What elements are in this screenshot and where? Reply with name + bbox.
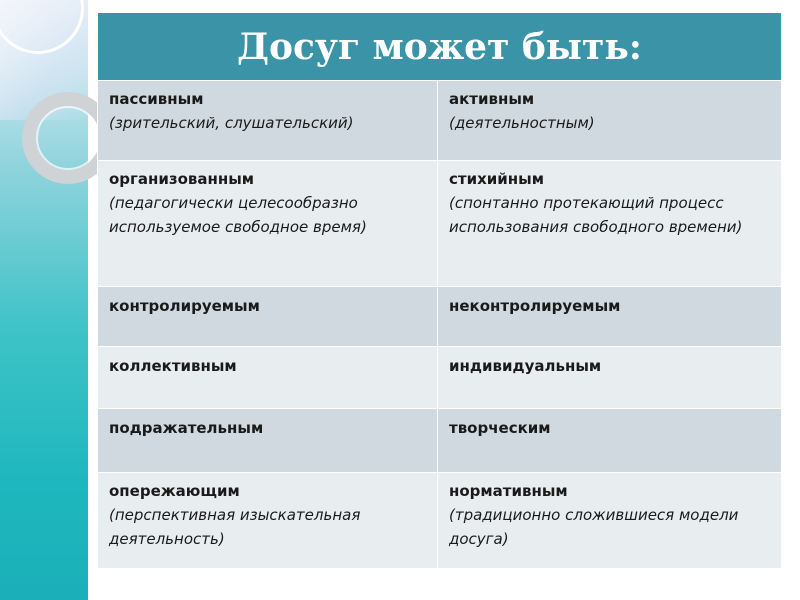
table-cell [438,161,782,287]
table-cell [98,347,438,409]
table-row [98,287,782,347]
leisure-type-note: (перспективная изыскательная деятельность) [109,506,361,548]
leisure-type-note: (зрительский, слушательский) [109,114,354,132]
leisure-type-term: подражательным [109,419,264,437]
leisure-type-term: активным [449,90,535,108]
leisure-type-term: коллективным [109,357,237,375]
table-cell [438,473,782,569]
table-row [98,409,782,473]
table-title: Досуг может быть: [98,13,782,81]
table-cell [98,287,438,347]
table-cell [98,409,438,473]
table-row [98,347,782,409]
table-cell [98,81,438,161]
decorative-ring-icon [36,106,100,170]
leisure-type-term: нормативным [449,482,568,500]
leisure-type-term: стихийным [449,170,544,188]
leisure-type-term: контролируемым [109,297,260,315]
table-row [98,473,782,569]
leisure-type-term: пассивным [109,90,204,108]
leisure-type-term: организованным [109,170,255,188]
leisure-types-table [97,12,782,569]
leisure-type-note: (спонтанно протекающий процесс использования свободного времени) [449,194,743,236]
leisure-type-note: (педагогически целесообразно используемое свободное время) [109,194,367,236]
table-row [98,161,782,287]
leisure-type-note: (деятельностным) [449,114,595,132]
table-cell [98,473,438,569]
leisure-type-term: опережающим [109,482,240,500]
leisure-type-note: (традиционно сложившиеся модели досуга) [449,506,739,548]
leisure-type-term: индивидуальным [449,357,602,375]
decorative-side-band [0,0,88,600]
table-cell [438,81,782,161]
table-cell [438,287,782,347]
leisure-type-term: неконтролируемым [449,297,621,315]
table-cell [438,347,782,409]
leisure-type-term: творческим [449,419,551,437]
table-row [98,81,782,161]
table-cell [438,409,782,473]
table-cell [98,161,438,287]
